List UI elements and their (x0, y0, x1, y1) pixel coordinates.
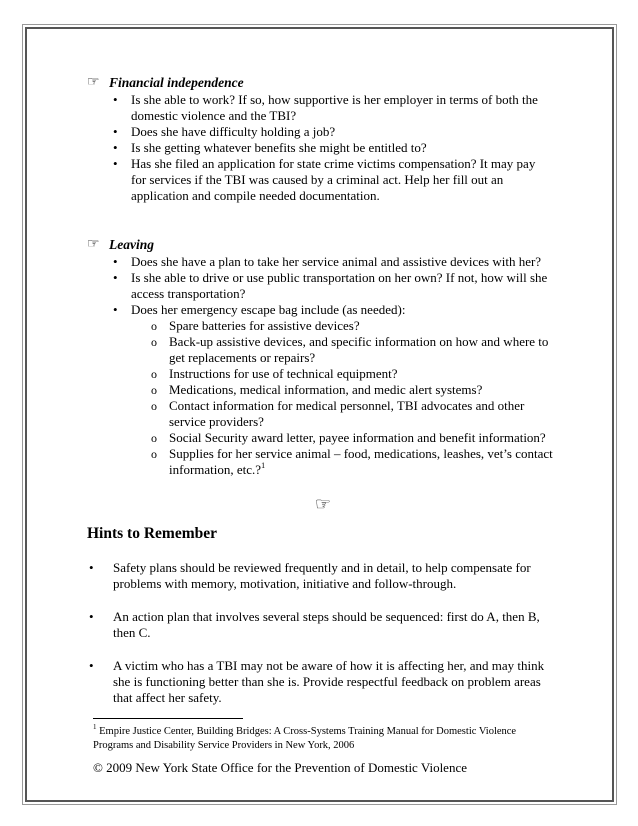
footnote-marker: 1 (93, 723, 97, 731)
sub-list-item: o Contact information for medical personnel, TBI advocates and other service providers? (151, 398, 553, 430)
list-item: • A victim who has a TBI may not be aware of how it is affecting her, and may think she is functioning better than she is. Provide respectful feedback on problem areas that affect her safety. (87, 658, 553, 706)
list-item: • Is she able to drive or use public transportation on her own? If not, how will she access transportation? (111, 270, 553, 302)
sub-list-item-text: Supplies for her service animal – food, medications, leashes, vet’s contact information, etc.? (169, 446, 553, 477)
page-content (87, 74, 553, 723)
section-title: Leaving (109, 237, 154, 252)
section-heading-leaving (87, 236, 553, 254)
list-item (111, 302, 553, 478)
pointing-hand-icon: ☞ (87, 75, 100, 90)
list-item: • Has she filed an application for state crime victims compensation? It may pay for services if the TBI was caused by a criminal act. Help her fill out an application and compile needed documentation. (111, 156, 553, 204)
list-item-text: Does her emergency escape bag include (as needed): (131, 302, 406, 317)
section-title: Financial independence (109, 75, 244, 90)
list-item: • Is she able to work? If so, how supportive is her employer in terms of both the domestic violence and the TBI? (111, 92, 553, 124)
leaving-list (111, 254, 553, 478)
sub-list-item: o Back-up assistive devices, and specific information on how and where to get replacements or repairs? (151, 334, 553, 366)
pointing-hand-icon: ☞ (87, 237, 100, 252)
list-item: • An action plan that involves several steps should be sequenced: first do A, then B, then C. (87, 609, 553, 641)
footnote (93, 725, 533, 753)
section-heading-financial (87, 74, 553, 92)
footnote-text: Empire Justice Center, Building Bridges: A Cross-Systems Training Manual for Domestic Violence Programs and Disability Service Providers in New York, 2006 (93, 726, 517, 751)
list-item: • Does she have a plan to take her service animal and assistive devices with her? (111, 254, 553, 270)
sub-list-item: o Spare batteries for assistive devices? (151, 318, 553, 334)
copyright-notice: © 2009 New York State Office for the Prevention of Domestic Violence (93, 760, 467, 775)
escape-bag-list (151, 318, 553, 478)
list-item: • Is she getting whatever benefits she might be entitled to? (111, 140, 553, 156)
hints-heading: Hints to Remember (87, 525, 217, 542)
financial-list (111, 92, 553, 204)
footnote-reference: 1 (261, 461, 266, 470)
sub-list-item: o Medications, medical information, and medic alert systems? (151, 382, 553, 398)
sub-list-item (151, 446, 553, 478)
sub-list-item: o Social Security award letter, payee information and benefit information? (151, 430, 553, 446)
list-item: • Safety plans should be reviewed frequently and in detail, to help compensate for problems with memory, motivation, initiative and follow-through. (87, 560, 553, 592)
list-item: • Does she have difficulty holding a job? (111, 124, 553, 140)
pointing-hand-icon: ☞ (314, 494, 332, 514)
sub-list-item: o Instructions for use of technical equipment? (151, 366, 553, 382)
footnote-divider (93, 718, 243, 719)
hints-list (87, 560, 553, 706)
